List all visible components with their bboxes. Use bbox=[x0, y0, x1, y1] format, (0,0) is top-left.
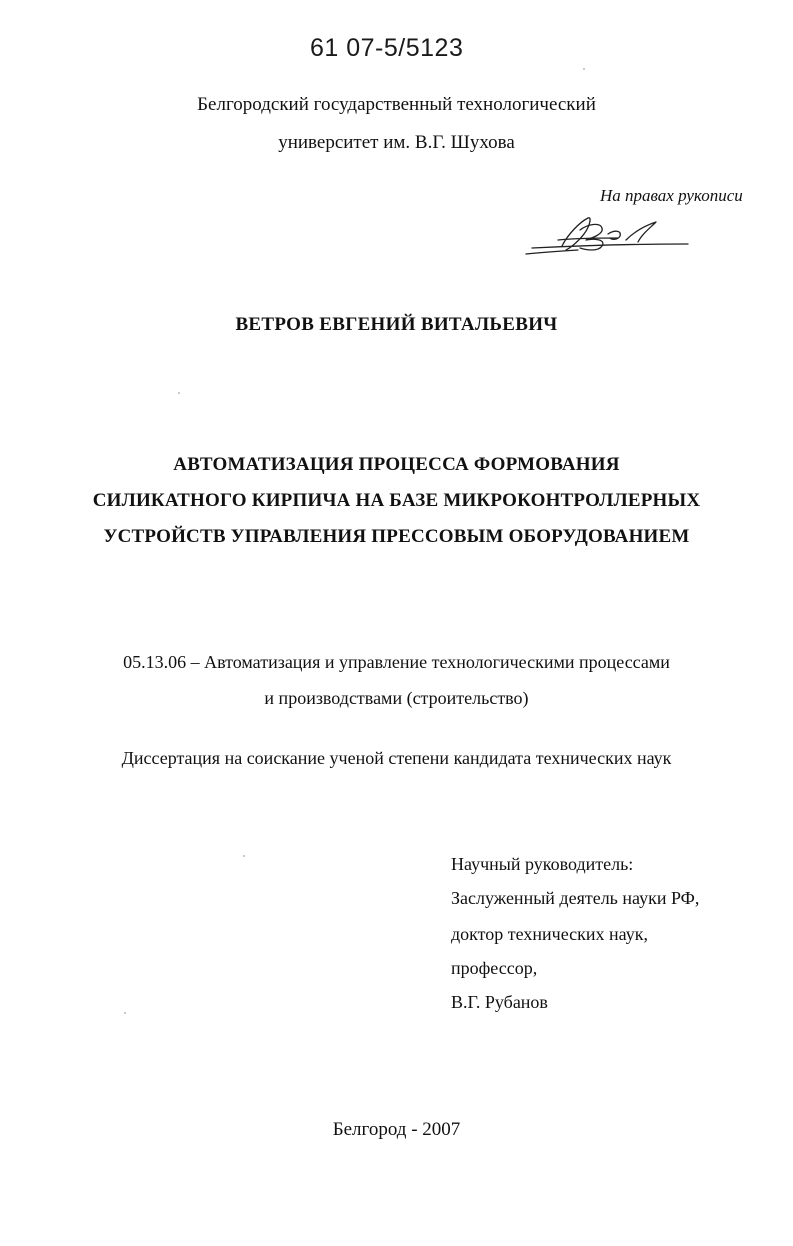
signature-icon bbox=[522, 204, 694, 264]
supervisor-title-1: Заслуженный деятель науки РФ, bbox=[451, 888, 700, 908]
title-line-1: АВТОМАТИЗАЦИЯ ПРОЦЕССА ФОРМОВАНИЯ bbox=[173, 454, 620, 475]
title-line-3: УСТРОЙСТВ УПРАВЛЕНИЯ ПРЕССОВЫМ ОБОРУДОВАНИЕМ bbox=[103, 526, 690, 547]
scan-speck bbox=[583, 68, 585, 70]
specialty-line-2: и производствами (строительство) bbox=[264, 688, 529, 708]
supervisor-name: В.Г. Рубанов bbox=[451, 992, 548, 1012]
scan-speck bbox=[243, 855, 245, 857]
title-line-2: СИЛИКАТНОГО КИРПИЧА НА БАЗЕ МИКРОКОНТРОЛЛЕРНЫХ bbox=[92, 490, 701, 511]
institution-line-2: университет им. В.Г. Шухова bbox=[278, 132, 515, 153]
scan-speck bbox=[178, 392, 180, 394]
institution-line-1: Белгородский государственный технологический bbox=[197, 94, 596, 115]
degree-statement: Диссертация на соискание ученой степени кандидата технических наук bbox=[121, 748, 672, 768]
supervisor-label: Научный руководитель: bbox=[451, 854, 634, 874]
document-number: 61 07-5/5123 bbox=[310, 34, 464, 62]
city-year: Белгород - 2007 bbox=[332, 1119, 461, 1140]
author-name: ВЕТРОВ ЕВГЕНИЙ ВИТАЛЬЕВИЧ bbox=[235, 314, 558, 335]
manuscript-note: На правах рукописи bbox=[600, 186, 743, 205]
supervisor-title-3: профессор, bbox=[451, 958, 538, 978]
specialty-line-1: 05.13.06 – Автоматизация и управление технологическими процессами bbox=[123, 652, 670, 672]
scan-speck bbox=[124, 1012, 126, 1014]
supervisor-title-2: доктор технических наук, bbox=[451, 924, 648, 944]
